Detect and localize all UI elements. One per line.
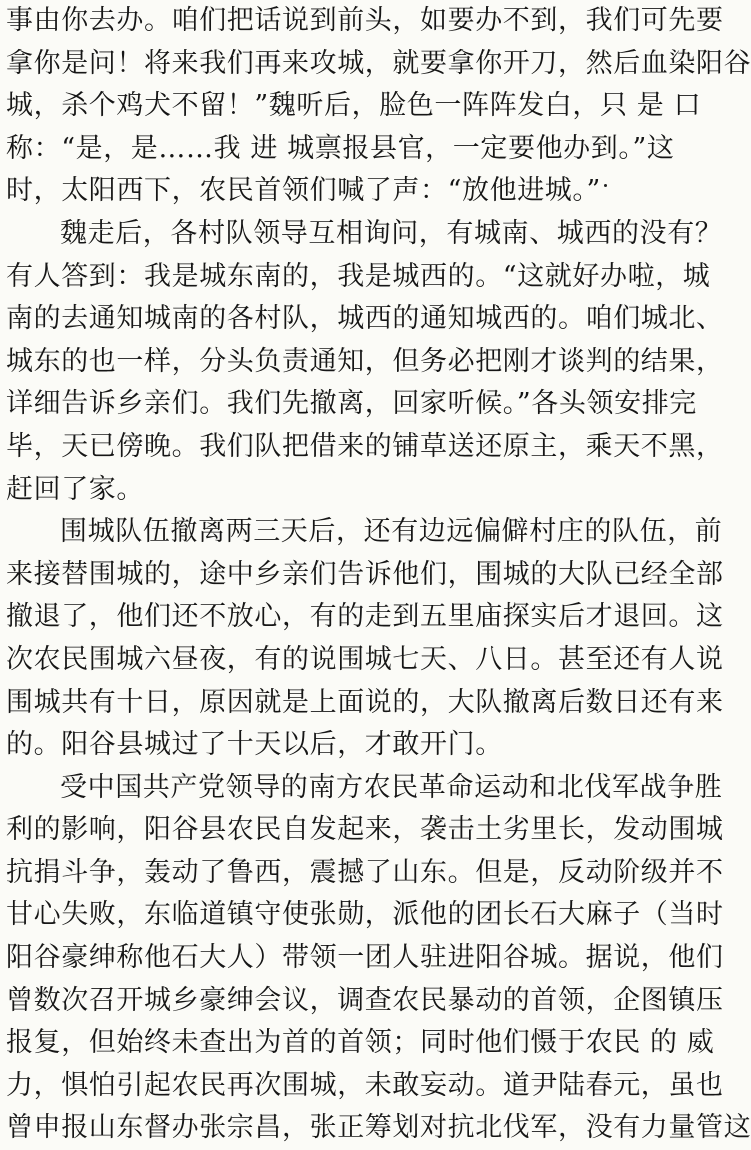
text-line: 抗捐斗争，轰动了鲁西，震撼了山东。但是，反动阶级并不 <box>6 856 724 888</box>
text-line: 曾申报山东督办张宗昌，张正筹划对抗北伐军，没有力量管这 <box>6 1112 751 1144</box>
body-text <box>6 0 751 1150</box>
paragraph-start-line: 受中国共产党领导的南方农民革命运动和北伐军战争胜 <box>60 771 723 803</box>
text-line: 甘心失败，东临道镇守使张勋，派他的团长石大麻子（当时 <box>6 899 724 931</box>
text-line: 利的影响，阳谷县农民自发起来，袭击土劣里长，发动围城 <box>6 814 724 846</box>
print-speck <box>604 184 607 187</box>
text-line: 详细告诉乡亲们。我们先撤离，回家听候。”各头领安排完 <box>6 388 697 420</box>
paragraph-start-line: 围城队伍撤离两三天后，还有边远偏僻村庄的队伍，前 <box>60 516 723 548</box>
text-line: 围城共有十日，原因就是上面说的，大队撤离后数日还有来 <box>6 686 724 718</box>
paragraph-start-line: 魏走后，各村队领导互相询问，有城南、城西的没有？ <box>60 217 723 249</box>
text-line: 毕，天已傍晚。我们队把借来的铺草送还原主，乘天不黑， <box>6 430 724 462</box>
text-line: 报复，但始终未查出为首的首领；同时他们慑于农民 的 威 <box>6 1027 715 1059</box>
text-line: 有人答到：我是城东南的，我是城西的。“这就好办啦，城 <box>6 260 711 292</box>
text-line: 来接替围城的，途中乡亲们告诉他们，围城的大队已经全部 <box>6 558 724 590</box>
text-line: 城东的也一样，分头负责通知，但务必把刚才谈判的结果， <box>6 345 724 377</box>
text-line: 撤退了，他们还不放心，有的走到五里庙探实后才退回。这 <box>6 601 724 633</box>
text-line: 次农民围城六昼夜，有的说围城七天、八日。甚至还有人说 <box>6 643 724 675</box>
text-line: 城，杀个鸡犬不留！”魏听后，脸色一阵阵发白，只 是 口 <box>6 90 702 122</box>
text-line: 事由你去办。咱们把话说到前头，如要办不到，我们可先要 <box>6 5 724 36</box>
text-line: 时，太阳西下，农民首领们喊了声：“放他进城。” <box>6 175 601 207</box>
text-line: 的。阳谷县城过了十天以后，才敢开门。 <box>6 729 503 761</box>
text-line: 阳谷豪绅称他石大人）带领一团人驻进阳谷城。据说，他们 <box>6 942 724 974</box>
text-line: 称：“是，是……我 进 城禀报县官，一定要他办到。”这 <box>6 132 675 164</box>
text-line: 曾数次召开城乡豪绅会议，调查农民暴动的首领，企图镇压 <box>6 984 724 1016</box>
text-line: 拿你是问！将来我们再来攻城，就要拿你开刀，然后血染阳谷 <box>6 47 751 79</box>
text-line: 赶回了家。 <box>6 473 144 505</box>
text-line: 南的去通知城南的各村队，城西的通知城西的。咱们城北、 <box>6 303 724 335</box>
text-line: 力，惧怕引起农民再次围城，未敢妄动。道尹陆春元，虽也 <box>6 1069 724 1101</box>
